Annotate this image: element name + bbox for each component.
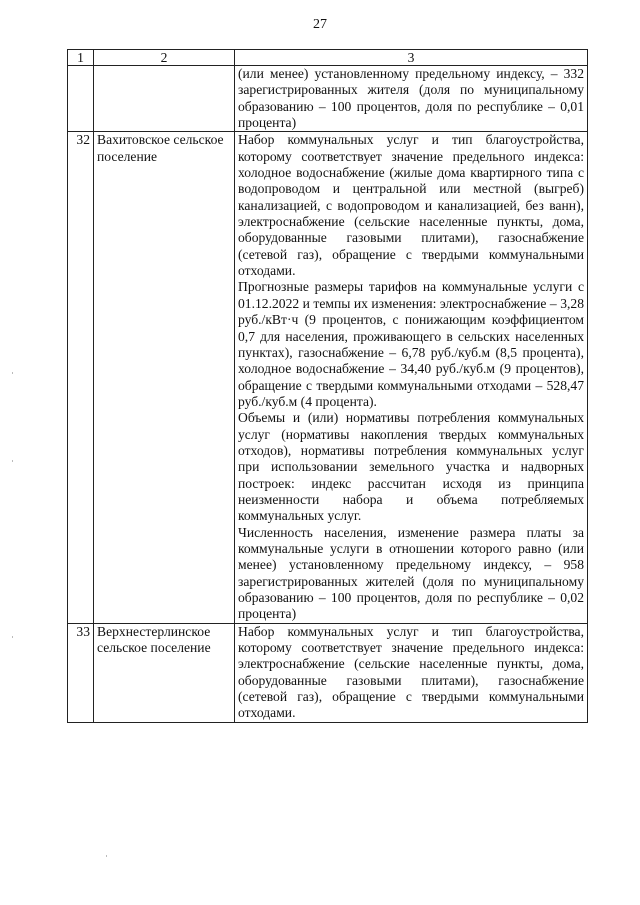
- description-cell: [235, 132, 588, 623]
- scan-mark: [12, 460, 13, 462]
- row-number-cell: [68, 66, 94, 132]
- description-paragraph: Прогнозные размеры тарифов на коммунальные услуги с 01.12.2022 и темпы их изменения: электроснабжение – 3,28 руб./кВт·ч (9 процентов, с понижающим коэффициентом 0,7 для населения, проживающего в сельских населенных пунктах), газоснабжение – 6,78 руб./куб.м (8,5 процента), холодное водоснабжение – 34,40 руб./куб.м (9 процентов), обращение с твердыми коммунальными отходами – 528,47 руб./куб.м (4 процента).: [238, 279, 584, 409]
- scan-mark: [12, 636, 13, 638]
- table-header-row: [68, 50, 588, 66]
- description-cell: [235, 623, 588, 722]
- description-paragraph: Объемы и (или) нормативы потребления коммунальных услуг (нормативы накопления твердых коммунальных отходов), нормативы потребления коммунальных услуг при использовании земельного участка и надворных построек: индекс рассчитан исходя из принципа неизменности набора и объема потребляемых коммунальных услуг.: [238, 410, 584, 524]
- scan-mark: [106, 855, 107, 857]
- row-number-cell: 33: [68, 623, 94, 722]
- column-header-2: 2: [94, 50, 235, 66]
- page-number: 27: [313, 17, 327, 32]
- description-paragraph: Набор коммунальных услуг и тип благоустройства, которому соответствует значение предельного индекса: электроснабжение (сельские населенные пункты, дома, оборудованные газовыми плитами), газоснабжение (сетевой газ), обращение с твердыми коммунальными отходами.: [238, 623, 584, 721]
- settlement-name-cell: [94, 66, 235, 132]
- indices-table: [67, 49, 588, 723]
- description-paragraph: Численность населения, изменение размера платы за коммунальные услуги в отношении которого равно (или менее) установленному предельному индексу, – 958 зарегистрированных жителей (доля по муниципальному образованию – 100 процентов, доля по республике – 0,02 процента): [238, 524, 584, 622]
- description-cell: [235, 66, 588, 132]
- settlement-name-cell: Верхнестерлинское сельское поселение: [94, 623, 235, 722]
- settlement-name-cell: Вахитовское сельское поселение: [94, 132, 235, 623]
- table-row: [68, 623, 588, 722]
- scan-mark: [12, 372, 13, 374]
- column-header-3: 3: [235, 50, 588, 66]
- continuation-paragraph: (или менее) установленному предельному индексу, – 332 зарегистрированных жителя (доля по муниципальному образованию – 100 процентов, доля по республике – 0,01 процента): [238, 66, 584, 131]
- column-header-1: 1: [68, 50, 94, 66]
- row-number-cell: 32: [68, 132, 94, 623]
- table-row: [68, 132, 588, 623]
- table-row-continuation: [68, 66, 588, 132]
- description-paragraph: Набор коммунальных услуг и тип благоустройства, которому соответствует значение предельного индекса: холодное водоснабжение (жилые дома квартирного типа с водопроводом и центральной или местной (выгреб) канализацией, с водопроводом и канализацией, без ванн), электроснабжение (сельские населенные пункты, дома, оборудованные газовыми плитами), газоснабжение (сетевой газ), обращение с твердыми коммунальными отходами.: [238, 132, 584, 279]
